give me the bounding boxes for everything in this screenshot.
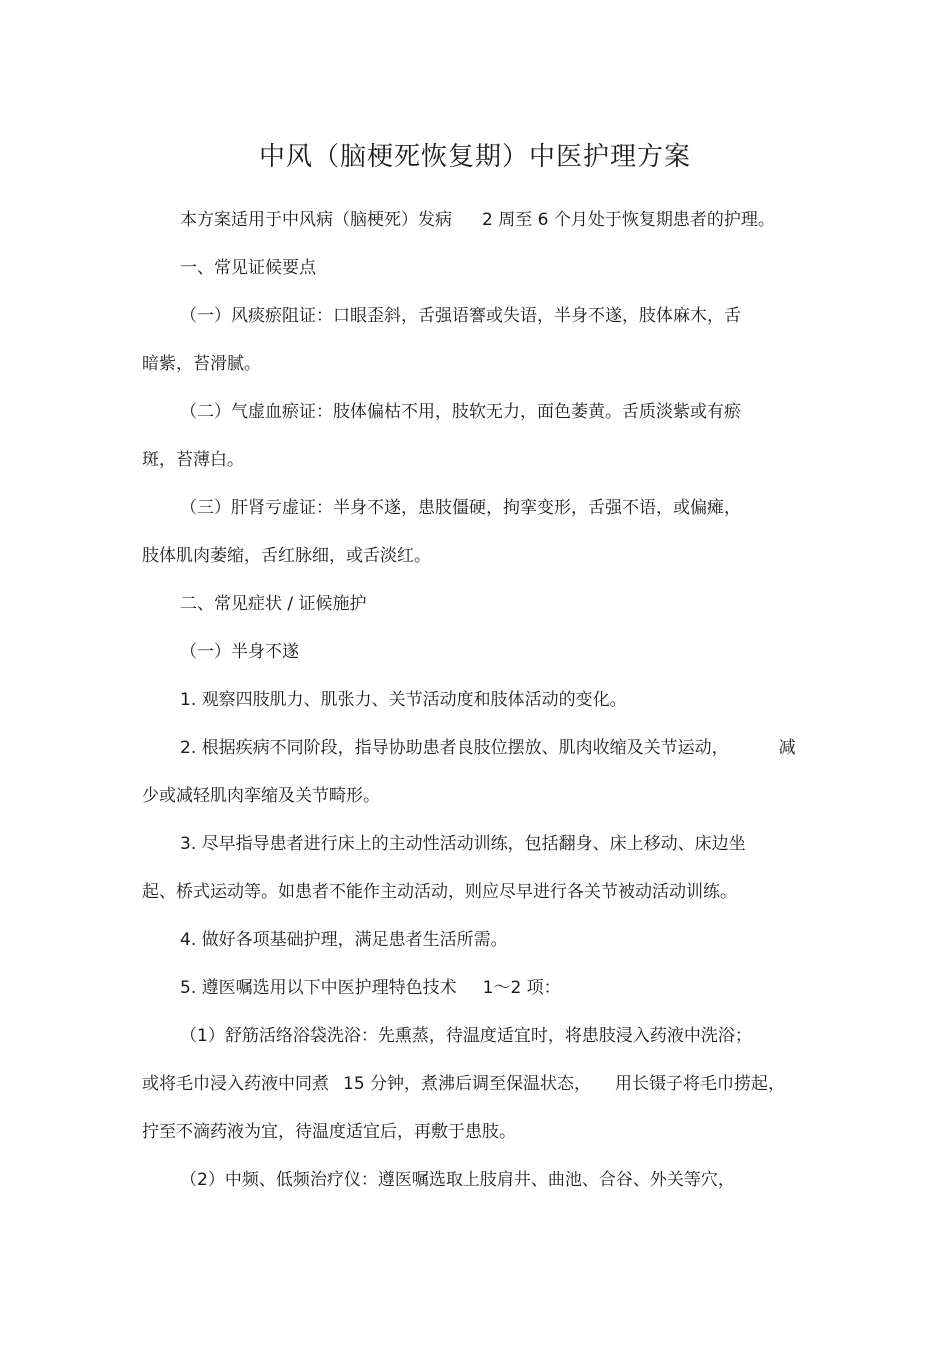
paragraph-line: 暗紫，苔滑腻。 — [142, 354, 261, 374]
paragraph-line: 起、桥式运动等。如患者不能作主动活动，则应尽早进行各关节被动活动训练。 — [142, 882, 737, 902]
document-title: 中风（脑梗死恢复期）中医护理方案 — [258, 142, 691, 172]
list-item: 3. 尽早指导患者进行床上的主动性活动训练，包括翻身、床上移动、床边坐 — [180, 834, 746, 854]
paragraph-line: （二）气虚血瘀证：肢体偏枯不用，肢软无力，面色萎黄。舌质淡紫或有瘀 — [180, 402, 741, 422]
list-item: 4. 做好各项基础护理，满足患者生活所需。 — [180, 930, 508, 950]
paragraph-line: 肢体肌肉萎缩，舌红脉细，或舌淡红。 — [142, 546, 431, 566]
paragraph-line: （一）风痰瘀阻证：口眼歪斜，舌强语謇或失语，半身不遂，肢体麻木，舌 — [180, 306, 741, 326]
text-segment: 2 周至 6 个月处于恢复期患者的护理。 — [482, 210, 775, 230]
section-heading: 一、常见证候要点 — [180, 258, 316, 278]
section-heading: 二、常见症状 / 证候施护 — [180, 594, 367, 614]
paragraph-line: 或将毛巾浸入药液中同煮 15 分钟，煮沸后调至保温状态， 用长镊子将毛巾捞起， — [142, 1074, 786, 1094]
paragraph-line — [180, 208, 775, 232]
paragraph-line: 少或减轻肌肉挛缩及关节畸形。 — [142, 786, 380, 806]
paragraph-line: 拧至不滴药液为宜，待温度适宜后，再敷于患肢。 — [142, 1122, 516, 1142]
paragraph-line: （三）肝肾亏虚证：半身不遂，患肢僵硬，拘挛变形，舌强不语，或偏瘫， — [180, 498, 741, 518]
list-item: 1. 观察四肢肌力、肌张力、关节活动度和肢体活动的变化。 — [180, 690, 627, 710]
paragraph-line: 斑，苔薄白。 — [142, 450, 244, 470]
text-segment: 本方案适用于中风病（脑梗死）发病 — [180, 210, 452, 230]
subsection-heading: （一）半身不遂 — [180, 642, 299, 662]
list-item: 5. 遵医嘱选用以下中医护理特色技术 1～2 项： — [180, 978, 561, 998]
list-item: 2. 根据疾病不同阶段，指导协助患者良肢位摆放、肌肉收缩及关节运动， 减 — [180, 738, 796, 758]
list-item: （1）舒筋活络浴袋洗浴：先熏蒸，待温度适宜时，将患肢浸入药液中洗浴； — [180, 1026, 752, 1046]
list-item: （2）中频、低频治疗仪：遵医嘱选取上肢肩井、曲池、合谷、外关等穴， — [180, 1170, 735, 1190]
